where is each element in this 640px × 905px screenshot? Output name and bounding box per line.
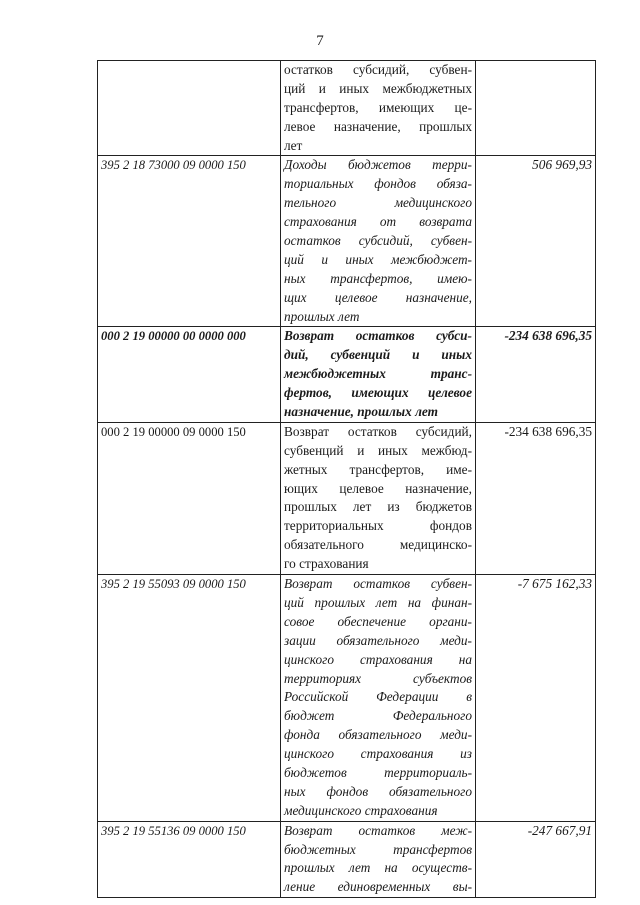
description-cell — [281, 156, 476, 327]
description-line: бюджетов территориаль- — [284, 764, 472, 780]
description-line: бюджет Федерального — [284, 708, 472, 724]
description-line: Возврат остатков меж- — [284, 822, 472, 838]
description-line: Возврат остатков субси- — [284, 328, 472, 344]
description-line: Российской Федерации в — [284, 689, 472, 705]
description-line: цинского страхования на — [284, 651, 472, 667]
budget-code-cell: 000 2 19 00000 09 0000 150 — [98, 422, 281, 574]
description-line: ных трансфертов, имею- — [284, 270, 472, 286]
table-row — [98, 61, 596, 156]
description-line: го страхования — [284, 556, 369, 572]
budget-code-cell: 395 2 19 55136 09 0000 150 — [98, 821, 281, 898]
description-cell — [281, 61, 476, 156]
description-line: зации обязательного меди- — [284, 632, 472, 648]
description-line: совое обеспечение органи- — [284, 613, 472, 629]
description-line: ций и иных межбюджет- — [284, 251, 472, 267]
description-line: лет — [284, 137, 303, 153]
description-line: Возврат остатков субсидий, — [284, 423, 472, 439]
description-line: прошлых лет из бюджетов — [284, 499, 472, 515]
amount-cell: -247 667,91 — [476, 821, 596, 898]
budget-code-cell: 000 2 19 00000 00 0000 000 — [98, 327, 281, 422]
description-line: жетных трансфертов, име- — [284, 461, 472, 477]
description-line: щих целевое назначение, — [284, 289, 472, 305]
description-line: левое назначение, прошлых — [284, 118, 472, 134]
description-line: тельного медицинского — [284, 195, 472, 211]
description-cell — [281, 422, 476, 574]
table-row — [98, 327, 596, 422]
description-line: бюджетных трансфертов — [284, 841, 472, 857]
budget-code-cell: 395 2 19 55093 09 0000 150 — [98, 575, 281, 822]
description-line: территориях субъектов — [284, 670, 472, 686]
table-row — [98, 422, 596, 574]
description-line: ций прошлых лет на финан- — [284, 594, 472, 610]
description-line: территориальных фондов — [284, 518, 472, 534]
description-line: медицинского страхования — [284, 802, 438, 818]
description-line: фертов, имеющих целевое — [284, 385, 472, 401]
description-line: назначение, прошлых лет — [284, 404, 438, 420]
description-line: страхования от возврата — [284, 214, 472, 230]
amount-cell: -7 675 162,33 — [476, 575, 596, 822]
description-line: фонда обязательного меди- — [284, 727, 472, 743]
description-line: ление единовременных вы- — [284, 879, 472, 895]
budget-code-cell — [98, 61, 281, 156]
budget-table-body — [98, 61, 596, 898]
description-line: прошлых лет на осуществ- — [284, 860, 472, 876]
description-line: обязательного медицинско- — [284, 537, 472, 553]
description-line: трансфертов, имеющих це- — [284, 99, 472, 115]
budget-table — [97, 60, 596, 898]
description-line: Возврат остатков субвен- — [284, 576, 472, 592]
page-number: 7 — [316, 33, 324, 49]
description-cell — [281, 821, 476, 898]
table-row — [98, 575, 596, 822]
description-line: дий, субвенций и иных — [284, 347, 472, 363]
amount-cell: -234 638 696,35 — [476, 422, 596, 574]
description-line: цинского страхования из — [284, 746, 472, 762]
description-cell — [281, 575, 476, 822]
description-line: ций и иных межбюджетных — [284, 80, 472, 96]
description-line: остатков субсидий, субвен- — [284, 233, 472, 249]
amount-cell: -234 638 696,35 — [476, 327, 596, 422]
description-line: Доходы бюджетов терри- — [284, 157, 472, 173]
description-line: ториальных фондов обяза- — [284, 176, 472, 192]
description-cell — [281, 327, 476, 422]
budget-code-cell: 395 2 18 73000 09 0000 150 — [98, 156, 281, 327]
description-line: межбюджетных транс- — [284, 366, 472, 382]
table-row — [98, 156, 596, 327]
table-row — [98, 821, 596, 898]
amount-cell: 506 969,93 — [476, 156, 596, 327]
description-line: остатков субсидий, субвен- — [284, 62, 472, 77]
description-line: ных фондов обязательного — [284, 783, 472, 799]
description-line: прошлых лет — [284, 308, 360, 324]
description-line: субвенций и иных межбюд- — [284, 442, 472, 458]
description-line: ющих целевое назначение, — [284, 480, 472, 496]
amount-cell — [476, 61, 596, 156]
